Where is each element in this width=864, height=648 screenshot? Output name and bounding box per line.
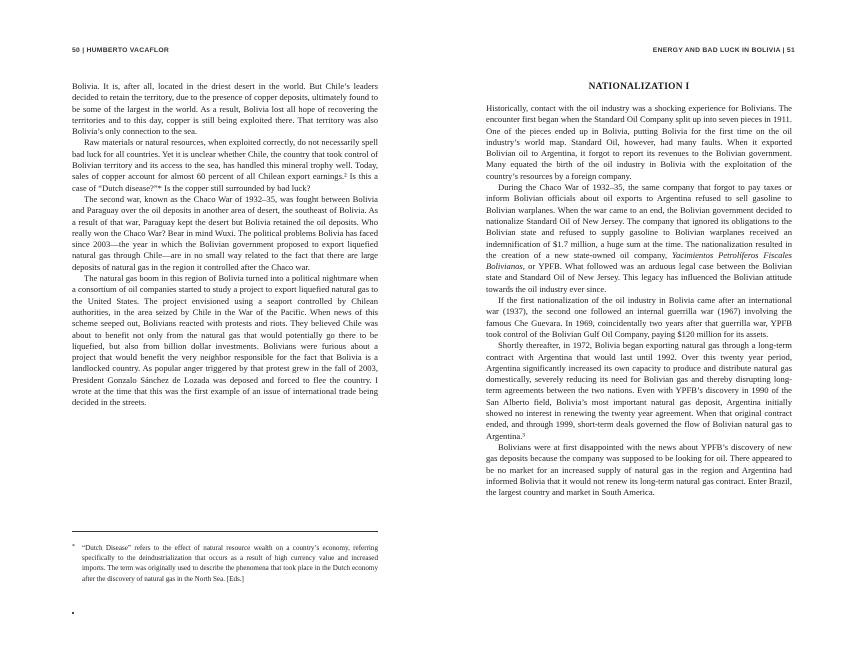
company-name-italic: Yacimientos Petrolíferos Fiscales Bolivianos xyxy=(486,249,792,272)
paragraph: Bolivia. It is, after all, located in the driest desert in the world. But Chile’s leaders decided to retain the territory, due to the presence of copper deposits, ultimately found to be some of the largest in the world. As a result, Bolivia lost all hope of recovering the territories and to this day, copper is still being exploited there. That territory was also Bolivia’s only connection to the sea. xyxy=(72,81,378,137)
paragraph: Historically, contact with the oil industry was a shocking experience for Bolivians. The encounter first began when the Standard Oil Company split up into seven pieces in 1911. One of the pieces ended up in Bolivia, putting Bolivia for the first time on the oil industry’s world map. Standard Oil, however, had many faults. When it exported Bolivian oil to Argentina, it forgot to report its revenues to the Bolivian government. Many equated the birth of the oil industry in Bolivia with the exploitation of the country’s resources by a foreign company. xyxy=(486,103,792,181)
footnote-mark: * xyxy=(72,544,75,550)
right-page xyxy=(432,0,864,648)
paragraph: If the first nationalization of the oil industry in Bolivia came after an international war (1937), the second one followed an internal guerrilla war (1967) involving the famous Che Guevara. In 1969, coincidentally two years after that guerrilla war, YPFB took control of the Bolivian Gulf Oil Company, paying $120 million for its assets. xyxy=(486,295,792,339)
paragraph: Raw materials or natural resources, when exploited correctly, do not necessarily spell bad luck for all countries. Yet it is unclear whether Chile, the country that took control of Bolivian territory and its access to the sea, has handled this mineral trophy well. Today, sales of copper account for almost 60 percent of all Chilean export earnings.² Is this a case of “Dutch disease?”* Is the copper still surrounded by bad luck? xyxy=(72,137,378,193)
page-mark-dot xyxy=(72,612,74,614)
paragraph: The second war, known as the Chaco War of 1932–35, was fought between Bolivia and Paraguay over the oil deposits in another area of desert, the southeast of Bolivia. As a result of that war, Paraguay kept the desert but Bolivia retained the oil deposits. Who really won the Chaco War? Bear in mind Wuxi. The political problems Bolivia has faced since 2003—the year in which the Bolivian government proposed to export liquefied natural gas through Chile—are in no small way related to the fact that there are large deposits of natural gas in the region it controlled after the Chaco war. xyxy=(72,193,378,272)
paragraph-segment: , or YPFB. What followed was an arduous legal case between the Bolivian state and Standard Oil of New Jersey. This legacy has influenced the Bolivian attitude towards the oil industry ever since. xyxy=(486,261,792,294)
left-body-text xyxy=(72,81,378,409)
left-running-head: 50 | HUMBERTO VACAFLOR xyxy=(72,47,170,54)
footnote-text: “Dutch Disease” refers to the effect of natural resource wealth on a country’s economy, referring specifically to the deindustrialization that occurs as a result of high currency value and increased imports. The term was originally used to describe the phenomena that took place in the Dutch economy after the discovery of natural gas in the North Sea. [Eds.] xyxy=(82,544,378,583)
footnote-divider xyxy=(72,531,378,532)
section-heading: NATIONALIZATION I xyxy=(588,82,690,92)
paragraph: Shortly thereafter, in 1972, Bolivia began exporting natural gas through a long-term contract with Argentina that would last until 1992. Over this twenty year period, Argentina significantly increased its own capacity to produce and distribute natural gas domestically, severely reducing its need for Bolivian gas and thereby disrupting long-term agreements between the two nations. Even with YPFB’s discovery in 1990 of the San Alberto field, Bolivia’s most important natural gas deposit, Argentina initially showed no interest in renewing the twenty year agreement. When that original contract ended, and through 1999, short-term deals governed the flow of Bolivian natural gas to Argentina.³ xyxy=(486,340,792,441)
paragraph-segment: During the Chaco War of 1932–35, the same company that forgot to pay taxes or inform Bolivian officials about oil exports to Argentina refused to sell gasoline to Bolivian warplanes. When the war came to an end, the Bolivian government decided to nationalize Standard Oil of New Jersey. The company that ignored its obligations to the Bolivian state and refused to supply gasoline to Bolivian warplanes received an indemnification of $1.7 million, a huge sum at the time. The nationalization resulted in the creation of a new state-owned oil company, xyxy=(486,182,792,260)
paragraph: Bolivians were at first disappointed with the news about YPFB’s discovery of new gas deposits because the company was supposed to be looking for oil. There appeared to be no market for an increased supply of natural gas in the region and Argentina had informed Bolivia that it would not renew its long-term natural gas contract. Enter Brazil, the largest country and market in South America. xyxy=(486,441,792,498)
right-running-head: ENERGY AND BAD LUCK IN BOLIVIA | 51 xyxy=(652,47,795,54)
footnote xyxy=(72,543,378,584)
paragraph xyxy=(486,182,792,295)
paragraph: The natural gas boom in this region of Bolivia turned into a political nightmare when a consortium of oil companies started to study a project to export liquefied natural gas to the United States. The project envisioned using a seaport controlled by Chilean authorities, in the area seized by Chile in the War of the Pacific. When news of this scheme seeped out, Bolivians reacted with protests and riots. They believed Chile was about to benefit not only from the natural gas that would potentially go there to be liquefied, but also from billion dollar investments. Bolivians were furious about a project that would benefit the very neighbor responsible for the fact that Bolivia is a landlocked country. As popular anger triggered by that protest grew in the fall of 2003, President Gonzalo Sánchez de Lozada was deposed and forced to flee the country. I wrote at the time that this was the first example of an issue of international trade being decided in the streets. xyxy=(72,273,378,408)
right-body-text xyxy=(486,103,792,498)
